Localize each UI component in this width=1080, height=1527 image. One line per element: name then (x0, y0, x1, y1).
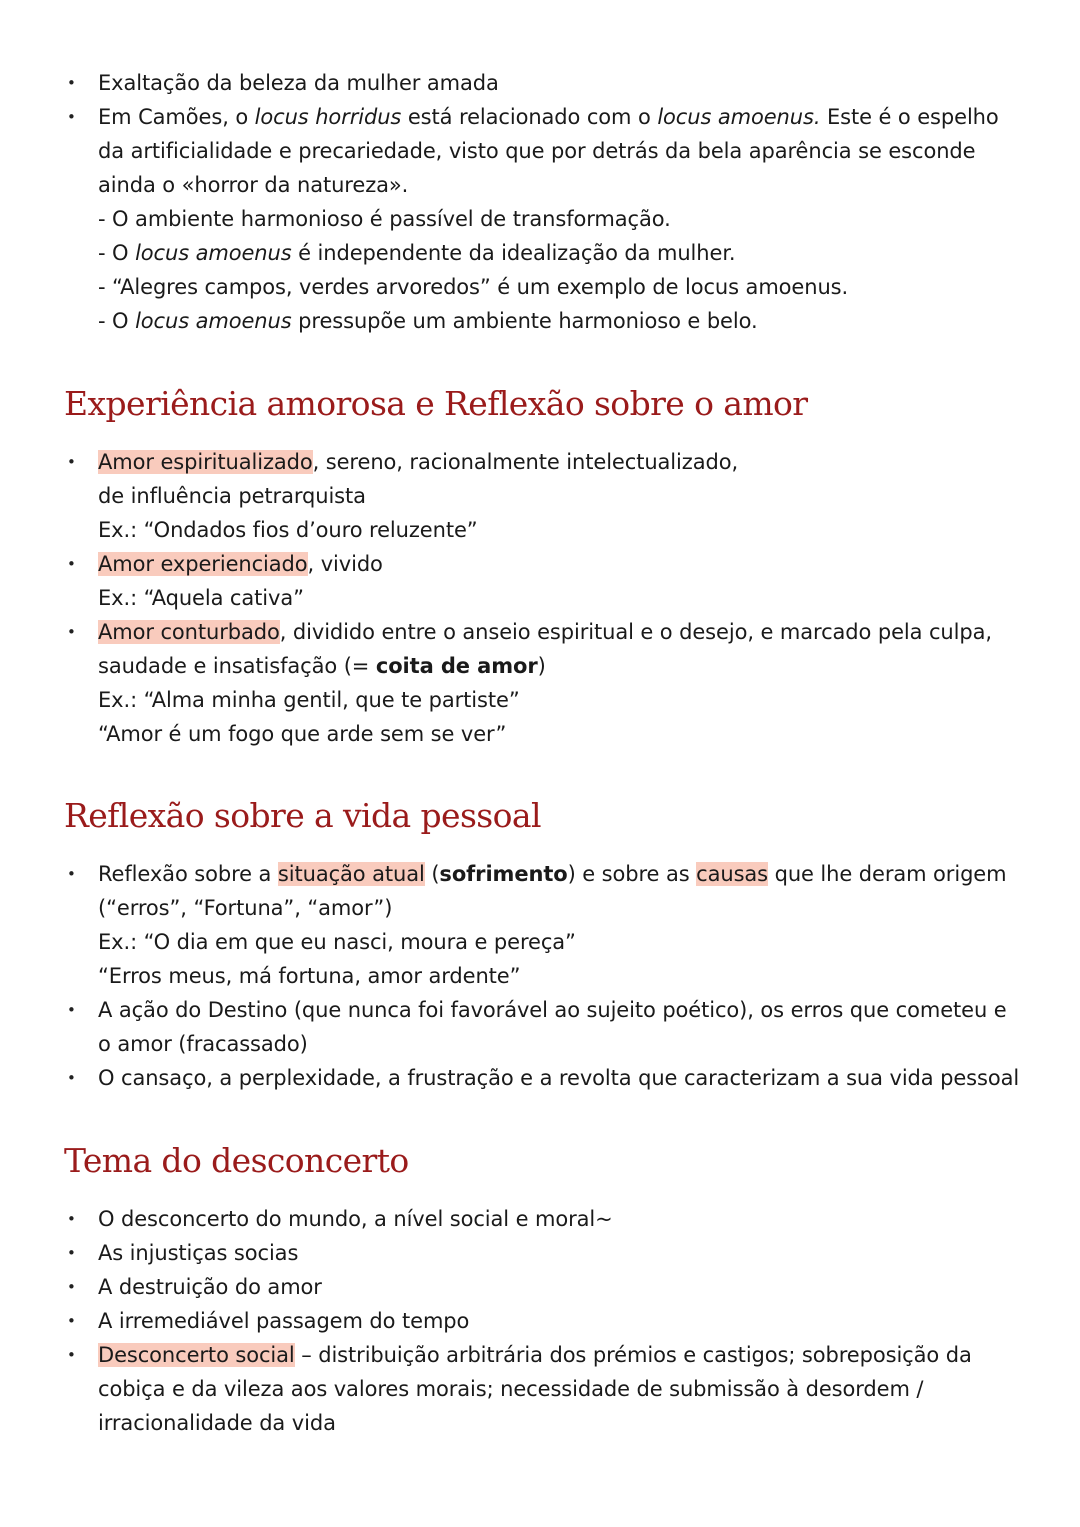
list-item-line: saudade e insatisfação (= coita de amor) (98, 654, 546, 678)
list-item (64, 1202, 1014, 1236)
experiencia-amorosa-list (64, 445, 1014, 751)
bold-term: sofrimento (439, 862, 568, 886)
highlighted-term: Desconcerto social (98, 1343, 295, 1367)
list-item (64, 993, 1014, 1061)
bullet: • (67, 623, 76, 641)
highlighted-term: Amor espiritualizado (98, 450, 313, 474)
sub-item: - O locus amoenus pressupõe um ambiente harmonioso e belo. (98, 309, 758, 333)
list-item-line: O cansaço, a perplexidade, a frustração e a revolta que caracterizam a sua vida pessoal (98, 1066, 1020, 1090)
example-line: Ex.: “O dia em que eu nasci, moura e pereça” (98, 930, 576, 954)
list-item-line: de influência petrarquista (98, 484, 366, 508)
example-line: “Erros meus, má fortuna, amor ardente” (98, 964, 521, 988)
intro-list (64, 66, 1014, 338)
list-item-line: A ação do Destino (que nunca foi favorável ao sujeito poético), os erros que cometeu e (98, 998, 1007, 1022)
bullet: • (67, 865, 76, 883)
list-item-text: O desconcerto do mundo, a nível social e moral~ (98, 1207, 613, 1231)
highlighted-term: situação atual (277, 862, 425, 886)
list-item-line: Amor experienciado, vivido (98, 552, 383, 576)
bullet: • (67, 1069, 76, 1087)
bullet: • (67, 453, 76, 471)
list-item (64, 547, 1014, 615)
sub-item: - O locus amoenus é independente da idealização da mulher. (98, 241, 736, 265)
example-line: Ex.: “Ondados fios d’ouro reluzente” (98, 518, 478, 542)
list-item-line: ainda o «horror da natureza». (98, 173, 409, 197)
bullet: • (67, 74, 76, 92)
sub-item: - O ambiente harmonioso é passível de transformação. (98, 207, 671, 231)
list-item-line: Amor espiritualizado, sereno, racionalmente intelectualizado, (98, 450, 739, 474)
list-item (64, 1270, 1014, 1304)
sub-item: - “Alegres campos, verdes arvoredos” é um exemplo de locus amoenus. (98, 275, 849, 299)
list-item-line: Amor conturbado, dividido entre o anseio espiritual e o desejo, e marcado pela culpa, (98, 620, 992, 644)
list-item-line: irracionalidade da vida (98, 1411, 336, 1435)
list-item-text: A irremediável passagem do tempo (98, 1309, 470, 1333)
bullet: • (67, 1244, 76, 1262)
highlighted-term: causas (696, 862, 769, 886)
example-line: “Amor é um fogo que arde sem se ver” (98, 722, 507, 746)
bullet: • (67, 1278, 76, 1296)
list-item (64, 66, 1014, 100)
list-item-line: cobiça e da vileza aos valores morais; necessidade de submissão à desordem / (98, 1377, 924, 1401)
list-item (64, 1236, 1014, 1270)
section-heading-vida-pessoal: Reflexão sobre a vida pessoal (64, 796, 541, 835)
bullet: • (67, 555, 76, 573)
list-item-line: Desconcerto social – distribuição arbitrária dos prémios e castigos; sobreposição da (98, 1343, 972, 1367)
desconcerto-list (64, 1202, 1014, 1440)
section-heading-experiencia-amorosa: Experiência amorosa e Reflexão sobre o amor (64, 384, 808, 423)
list-item-text: A destruição do amor (98, 1275, 322, 1299)
list-item (64, 857, 1014, 993)
bullet: • (67, 1312, 76, 1330)
bullet: • (67, 1210, 76, 1228)
bold-term: coita de amor (375, 654, 538, 678)
list-item-line: (“erros”, “Fortuna”, “amor”) (98, 896, 393, 920)
list-item (64, 1338, 1014, 1440)
list-item (64, 100, 1014, 338)
list-item (64, 445, 1014, 547)
bullet: • (67, 108, 76, 126)
list-item-line: da artificialidade e precariedade, visto que por detrás da bela aparência se esconde (98, 139, 976, 163)
example-line: Ex.: “Aquela cativa” (98, 586, 304, 610)
list-item-line: Em Camões, o locus horridus está relacionado com o locus amoenus. Este é o espelho (98, 105, 999, 129)
list-item-text: As injustiças socias (98, 1241, 299, 1265)
vida-pessoal-list (64, 857, 1020, 1095)
list-item (64, 1304, 1014, 1338)
section-heading-desconcerto: Tema do desconcerto (64, 1141, 409, 1180)
highlighted-term: Amor conturbado (98, 620, 280, 644)
bullet: • (67, 1346, 76, 1364)
list-item (64, 615, 1014, 751)
highlighted-term: Amor experienciado (98, 552, 308, 576)
example-line: Ex.: “Alma minha gentil, que te partiste” (98, 688, 520, 712)
list-item-line: Reflexão sobre a situação atual (sofrimento) e sobre as causas que lhe deram origem (98, 862, 1007, 886)
list-item-line: o amor (fracassado) (98, 1032, 308, 1056)
bullet: • (67, 1001, 76, 1019)
list-item-text: Exaltação da beleza da mulher amada (98, 71, 499, 95)
list-item (64, 1061, 1020, 1095)
